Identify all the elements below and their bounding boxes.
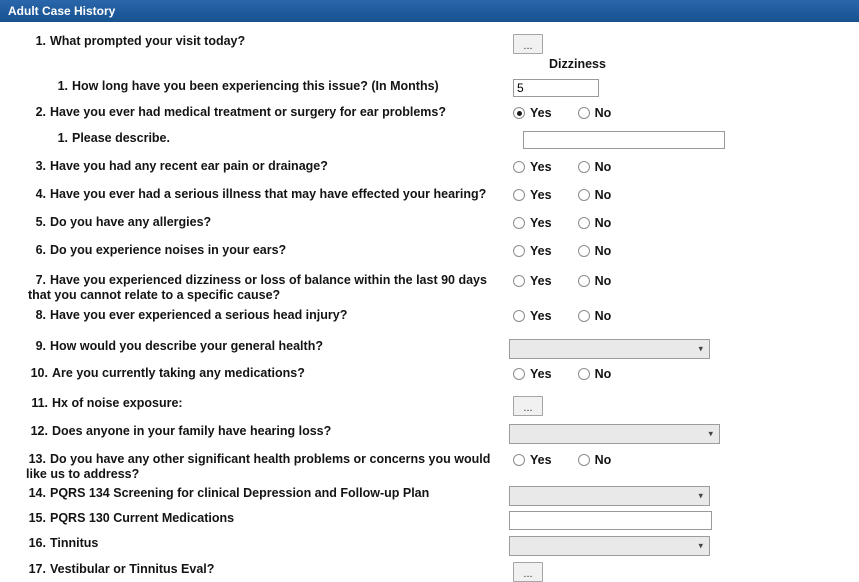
question-text: Do you have any allergies? xyxy=(50,215,212,229)
question-label-1 xyxy=(0,34,505,49)
radio-label: No xyxy=(594,274,612,288)
question-text: Tinnitus xyxy=(50,536,99,550)
question-label-13 xyxy=(0,452,505,482)
answer-cell-9 xyxy=(505,339,859,359)
radio-label: Yes xyxy=(530,367,552,381)
question-text: Please describe. xyxy=(72,131,170,145)
question-label-15 xyxy=(0,511,505,526)
question-label-9 xyxy=(0,339,505,354)
question-text: Have you ever had a serious illness that may have effected your hearing? xyxy=(50,187,487,201)
radio-icon[interactable] xyxy=(578,245,590,257)
radio-icon[interactable] xyxy=(513,310,525,322)
question-number: 16. xyxy=(28,536,46,550)
answer-cell-15 xyxy=(505,511,859,530)
question-row-14 xyxy=(0,486,859,506)
question-label-3 xyxy=(0,159,505,174)
question-text: Have you had any recent ear pain or drainage? xyxy=(50,159,328,173)
question-text: Have you ever experienced a serious head injury? xyxy=(50,308,348,322)
chevron-down-icon[interactable]: ▾ xyxy=(708,428,713,439)
answer-cell-16 xyxy=(505,536,859,556)
question-number: 15. xyxy=(28,511,46,525)
chevron-down-icon[interactable]: ▾ xyxy=(698,490,703,501)
question-text: Have you ever had medical treatment or surgery for ear problems? xyxy=(50,105,446,119)
tinnitus-dropdown[interactable] xyxy=(509,536,710,556)
radio-icon[interactable] xyxy=(513,454,525,466)
radio-label: No xyxy=(594,309,612,323)
question-row-7 xyxy=(0,273,859,303)
question-text: What prompted your visit today? xyxy=(50,34,246,48)
pqrs130-input[interactable] xyxy=(509,511,712,530)
question-label-16 xyxy=(0,536,505,551)
question-row-17 xyxy=(0,562,859,582)
ear-noises-no-option[interactable] xyxy=(578,244,612,258)
general-health-dropdown[interactable] xyxy=(509,339,710,359)
answer-cell-11 xyxy=(505,396,859,416)
medical-treatment-radio-group xyxy=(513,105,859,120)
radio-icon[interactable] xyxy=(513,217,525,229)
answer-cell-4 xyxy=(505,187,859,202)
ear-noises-yes-option[interactable] xyxy=(513,244,552,258)
question-number: 9. xyxy=(35,339,46,353)
question-row-6 xyxy=(0,243,859,263)
ear-pain-radio-group xyxy=(513,159,859,174)
window-titlebar xyxy=(0,0,859,22)
radio-label: No xyxy=(594,188,612,202)
question-row-8 xyxy=(0,308,859,328)
ear-pain-no-option[interactable] xyxy=(578,160,612,174)
medical-treatment-no-option[interactable] xyxy=(578,106,612,120)
other-health-problems-no-option[interactable] xyxy=(578,453,612,467)
radio-label: No xyxy=(594,367,612,381)
noise-exposure-ellipsis-button[interactable]: ... xyxy=(513,396,543,416)
radio-icon[interactable] xyxy=(513,275,525,287)
question-number: 13. xyxy=(28,452,46,466)
question-row-2-1 xyxy=(0,131,859,151)
question-row-5 xyxy=(0,215,859,235)
dizziness-label-cell xyxy=(505,57,859,71)
radio-icon[interactable] xyxy=(578,107,590,119)
question-number: 5. xyxy=(35,215,46,229)
radio-label: Yes xyxy=(530,106,552,120)
question-label-5 xyxy=(0,215,505,230)
radio-icon[interactable] xyxy=(513,368,525,380)
allergies-yes-option[interactable] xyxy=(513,216,552,230)
radio-icon[interactable] xyxy=(578,161,590,173)
question-label-17 xyxy=(0,562,505,577)
answer-cell-2-1 xyxy=(505,131,859,149)
question-row-9 xyxy=(0,339,859,359)
allergies-radio-group xyxy=(513,215,859,230)
radio-label: No xyxy=(594,244,612,258)
chevron-down-icon[interactable]: ▾ xyxy=(698,343,703,354)
radio-label: Yes xyxy=(530,244,552,258)
radio-icon[interactable] xyxy=(513,245,525,257)
question-row-11 xyxy=(0,396,859,416)
radio-label: Yes xyxy=(530,309,552,323)
question-text: Do you have any other significant health problems or concerns you would like us to address? xyxy=(26,452,491,481)
question-label-14 xyxy=(0,486,505,501)
answer-cell-17 xyxy=(505,562,859,582)
dizziness-balance-no-option[interactable] xyxy=(578,274,612,288)
radio-label: No xyxy=(594,106,612,120)
question-row-10 xyxy=(0,366,859,386)
medical-treatment-yes-option[interactable] xyxy=(513,106,552,120)
chevron-down-icon[interactable]: ▾ xyxy=(698,540,703,551)
answer-cell-14 xyxy=(505,486,859,506)
answer-cell-1 xyxy=(505,34,859,54)
question-number: 1. xyxy=(57,131,68,145)
radio-icon[interactable] xyxy=(513,189,525,201)
question-number: 3. xyxy=(35,159,46,173)
radio-label: Yes xyxy=(530,188,552,202)
question-text: How would you describe your general health? xyxy=(50,339,323,353)
other-health-problems-yes-option[interactable] xyxy=(513,453,552,467)
ear-pain-yes-option[interactable] xyxy=(513,160,552,174)
dizziness-label: Dizziness xyxy=(549,57,606,71)
window-title: Adult Case History xyxy=(8,4,116,18)
head-injury-yes-option[interactable] xyxy=(513,309,552,323)
answer-cell-7 xyxy=(505,273,859,288)
question-row-3 xyxy=(0,159,859,179)
question-row-16 xyxy=(0,536,859,556)
radio-icon[interactable] xyxy=(513,161,525,173)
dizziness-balance-radio-group xyxy=(513,273,859,288)
question-text: Have you experienced dizziness or loss of balance within the last 90 days that you cannot relate to a specific cause? xyxy=(28,273,487,302)
answer-cell-6 xyxy=(505,243,859,258)
radio-icon[interactable] xyxy=(578,275,590,287)
question-label-2 xyxy=(0,105,505,120)
serious-illness-yes-option[interactable] xyxy=(513,188,552,202)
answer-cell-2 xyxy=(505,105,859,120)
question-label-4 xyxy=(0,187,505,202)
serious-illness-radio-group xyxy=(513,187,859,202)
question-number: 1. xyxy=(35,34,46,48)
question-number: 8. xyxy=(35,308,46,322)
question-text: Hx of noise exposure: xyxy=(52,396,183,410)
question-text: PQRS 130 Current Medications xyxy=(50,511,235,525)
case-history-form xyxy=(0,22,859,582)
question-label-1-1 xyxy=(0,79,505,94)
answer-cell-13 xyxy=(505,452,859,467)
head-injury-radio-group xyxy=(513,308,859,323)
question-text: Are you currently taking any medications? xyxy=(52,366,305,380)
question-number: 4. xyxy=(35,187,46,201)
question-number: 7. xyxy=(35,273,46,287)
radio-icon[interactable] xyxy=(578,368,590,380)
question-number: 10. xyxy=(30,366,48,380)
question-number: 1. xyxy=(57,79,68,93)
question-label-12 xyxy=(0,424,505,439)
radio-icon[interactable] xyxy=(513,107,525,119)
question-row-1 xyxy=(0,34,859,54)
question-number: 6. xyxy=(35,243,46,257)
question-label-11 xyxy=(0,396,505,411)
answer-cell-3 xyxy=(505,159,859,174)
family-hearing-loss-dropdown[interactable] xyxy=(509,424,720,444)
pqrs134-dropdown[interactable] xyxy=(509,486,710,506)
radio-icon[interactable] xyxy=(578,217,590,229)
question-number: 17. xyxy=(28,562,46,576)
question-row-2 xyxy=(0,105,859,125)
question-number: 12. xyxy=(30,424,48,438)
radio-icon[interactable] xyxy=(578,310,590,322)
radio-label: Yes xyxy=(530,453,552,467)
radio-label: No xyxy=(594,160,612,174)
radio-label: Yes xyxy=(530,160,552,174)
radio-label: No xyxy=(594,216,612,230)
question-row-4 xyxy=(0,187,859,207)
vestibular-tinnitus-eval-ellipsis-button[interactable]: ... xyxy=(513,562,543,582)
issue-duration-months-input[interactable] xyxy=(513,79,599,97)
question-number: 11. xyxy=(31,396,48,410)
dizziness-header-row xyxy=(0,57,859,77)
serious-illness-no-option[interactable] xyxy=(578,188,612,202)
medications-radio-group xyxy=(513,366,859,381)
question-text: PQRS 134 Screening for clinical Depression and Follow-up Plan xyxy=(50,486,430,500)
question-text: Does anyone in your family have hearing loss? xyxy=(52,424,332,438)
medications-no-option[interactable] xyxy=(578,367,612,381)
question-label-7 xyxy=(0,273,505,303)
medications-yes-option[interactable] xyxy=(513,367,552,381)
answer-cell-1-1 xyxy=(505,79,859,97)
head-injury-no-option[interactable] xyxy=(578,309,612,323)
question-label-6 xyxy=(0,243,505,258)
question-row-1-1 xyxy=(0,79,859,99)
question-number: 14. xyxy=(28,486,46,500)
question-text: Do you experience noises in your ears? xyxy=(50,243,287,257)
allergies-no-option[interactable] xyxy=(578,216,612,230)
question-text: How long have you been experiencing this issue? (In Months) xyxy=(72,79,439,93)
question-row-15 xyxy=(0,511,859,531)
radio-label: Yes xyxy=(530,274,552,288)
please-describe-input[interactable] xyxy=(523,131,725,149)
question-label-8 xyxy=(0,308,505,323)
question-number: 2. xyxy=(35,105,46,119)
radio-icon[interactable] xyxy=(578,454,590,466)
radio-label: No xyxy=(594,453,612,467)
other-health-problems-radio-group xyxy=(513,452,859,467)
answer-cell-8 xyxy=(505,308,859,323)
answer-cell-10 xyxy=(505,366,859,381)
ear-noises-radio-group xyxy=(513,243,859,258)
question-text: Vestibular or Tinnitus Eval? xyxy=(50,562,215,576)
dizziness-balance-yes-option[interactable] xyxy=(513,274,552,288)
question-label-10 xyxy=(0,366,505,381)
answer-cell-5 xyxy=(505,215,859,230)
radio-icon[interactable] xyxy=(578,189,590,201)
question-row-12 xyxy=(0,424,859,444)
question-row-13 xyxy=(0,452,859,482)
visit-reason-ellipsis-button[interactable]: ... xyxy=(513,34,543,54)
radio-label: Yes xyxy=(530,216,552,230)
answer-cell-12 xyxy=(505,424,859,444)
question-label-2-1 xyxy=(0,131,505,146)
